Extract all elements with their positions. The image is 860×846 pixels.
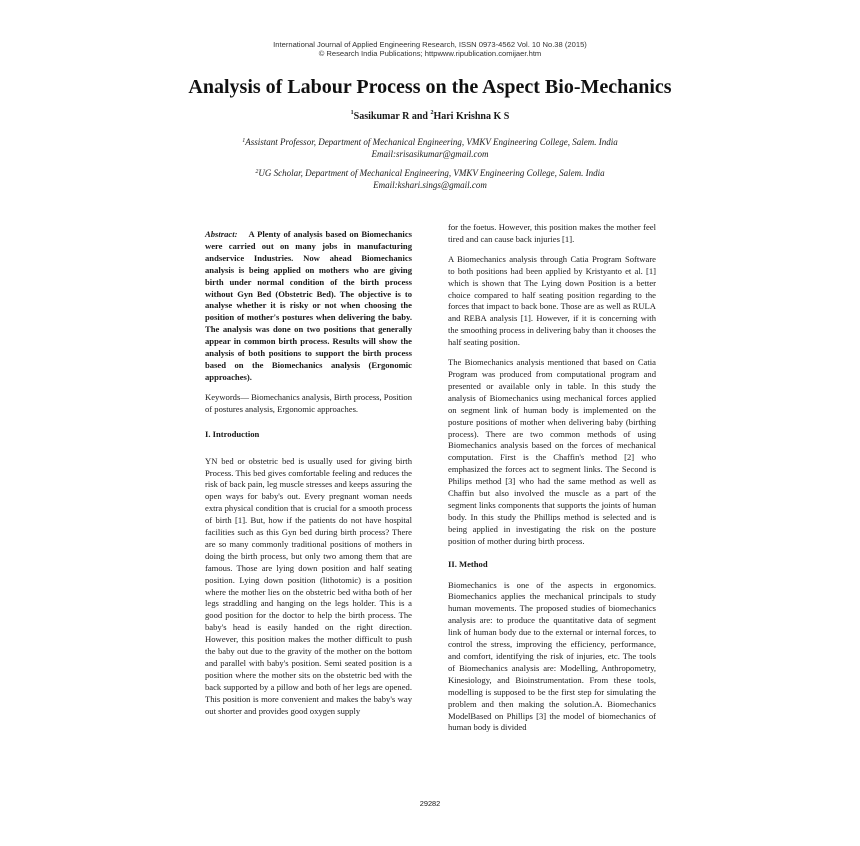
paper-title: Analysis of Labour Process on the Aspect Bio-Mechanics [188,76,672,98]
affiliation-1-text: Assistant Professor, Department of Mechanical Engineering, VMKV Engineering College, Salem. India [245,137,618,147]
publisher-header: © Research India Publications; httpwww.ripublication.comijaer.htm [318,49,542,58]
affiliation-2-email: Email:kshari.sings@gmail.com [373,180,487,190]
keywords: Keywords— Biomechanics analysis, Birth process, Position of postures analysis, Ergonomic approaches. [205,391,412,414]
author1-sup: 1 [350,110,354,116]
affiliation-2 [0,167,860,191]
affiliation-1-line1 [0,136,860,148]
affiliation-1 [0,136,860,160]
author-line [0,111,860,122]
author2-sup: 2 [430,110,434,116]
affiliation-2-text: UG Scholar, Department of Mechanical Engineering, VMKV Engineering College, Salem. India [258,168,605,178]
abstract-text: A Plenty of analysis based on Biomechanics were carried out on many jobs in manufacturing andservice Industries. Now ahead Biomechanics analysis is being applied on mothers who are giving birth under normal condition of the birth process without Gyn Bed (Obstetric Bed). The objective is to analyse whether it is risky or not when choosing the position of mother's postures when delivering the baby. The analysis was done on two positions that generally appear in common birth process. Results will show the analysis of both positions to support the birth process based on the Biomechanics analysis (Ergonomic approaches). [205,229,412,382]
right-paragraph-3: The Biomechanics analysis mentioned that based on Catia Program was produced from computational program and presented or available only in table. In this study the analysis of Biomechanics using mechanical forces applied on segment link of human body is implemented on the posture positions of mother when delivering baby (birthing process). There are two common methods of using Biomechanics analysis based on the forces of mechanical computation. First is the Chaffin's method [2] who emphasized the forces act to segment links. The Second is Philips method [3] who had the same method as well as Chaffin but also involved the muscle as a part of the segment links components that supports the joints of human body. In this study the Phillips method is selected and is being applied in investigating the risk on the posture position of mother during birth process. [448,357,656,546]
journal-header: International Journal of Applied Engineering Research, ISSN 0973-4562 Vol. 10 No.38 (2015) [273,40,587,49]
affiliation-1-sup: 1 [242,138,246,144]
right-column [448,222,656,742]
method-heading: II. Method [448,558,488,569]
introduction-text: YN bed or obstetric bed is usually used for giving birth Process. This bed gives comfortable feeling and reduces the risk of back pain, leg muscle stresses and keeps assuring the open ways for baby's out. Every pregnant woman needs extra physical condition that is crucial for a smooth process of birth [1]. But, how if the patients do not have hospital facilities such as this Gyn bed during birth process? There are so many commonly traditional positions of mothers in doing the birth process, but only two among them that are famous. Those are lying down position and half seating position. Lying down position (lithotomic) is a position where the mother lies on the obstetric bed witha both of her legs straddling and hanging on the legs holder. This is a good position for the doctor to help the birth process. The baby's head is easily handed on the right direction. However, this position makes the mother difficult to push the baby out due to the gravity of the mother on the bottom and parallel with baby's position. Semi seated position is a position where the mother sits on the obstetric bed with the back supported by a pillow and both of her legs are opened. This position is more convenient and makes the baby's way out shorter and provides good oxygen supply [205,455,412,716]
introduction-heading: I. Introduction [205,428,260,439]
author1-name: Sasikumar R and [353,111,431,122]
right-paragraph-2: A Biomechanics analysis through Catia Program Software to both positions had been applied by Kristyanto et al. [1] which is shown that The Lying down Position is a better choice compared to half seating position regarding to the forces that impact to back bone. Those are as well as RULA and REBA analysis [1]. However, if it is concerning with the smoothing process in delivering baby than it chooses the half seating position. [448,253,656,348]
author2-name: Hari Krishna K S [433,111,510,122]
affiliation-2-sup: 2 [255,169,259,175]
affiliation-2-line1 [0,167,860,179]
method-text: Biomechanics is one of the aspects in ergonomics. Biomechanics applies the mechanical principals to study human movements. The proposed studies of biomechanics analysis are: to produce the quantitative data of segment link of human body due to the external or internal forces, to control the stress, improving the efficiency, performance, and comfort, identifying the risk of injuries, etc. The tools of Biomechanics analysis are: Modelling, Anthropometry, Kinesiology, and Bioinstrumentation. From these tools, modelling is supposed to be the first step for simulating the problem and then making the solution.A. Biomechanics ModelBased on Phillips [3] the model of biomechanics of human body is divided [448,579,656,733]
affiliation-1-email: Email:srisasikumar@gmail.com [371,149,489,159]
right-paragraph-1: for the foetus. However, this position makes the mother feel tired and can cause back injuries [1]. [448,222,656,244]
page-number: 29282 [419,799,441,808]
abstract [205,229,412,384]
abstract-label: Abstract: [205,229,238,239]
left-column [205,229,412,726]
